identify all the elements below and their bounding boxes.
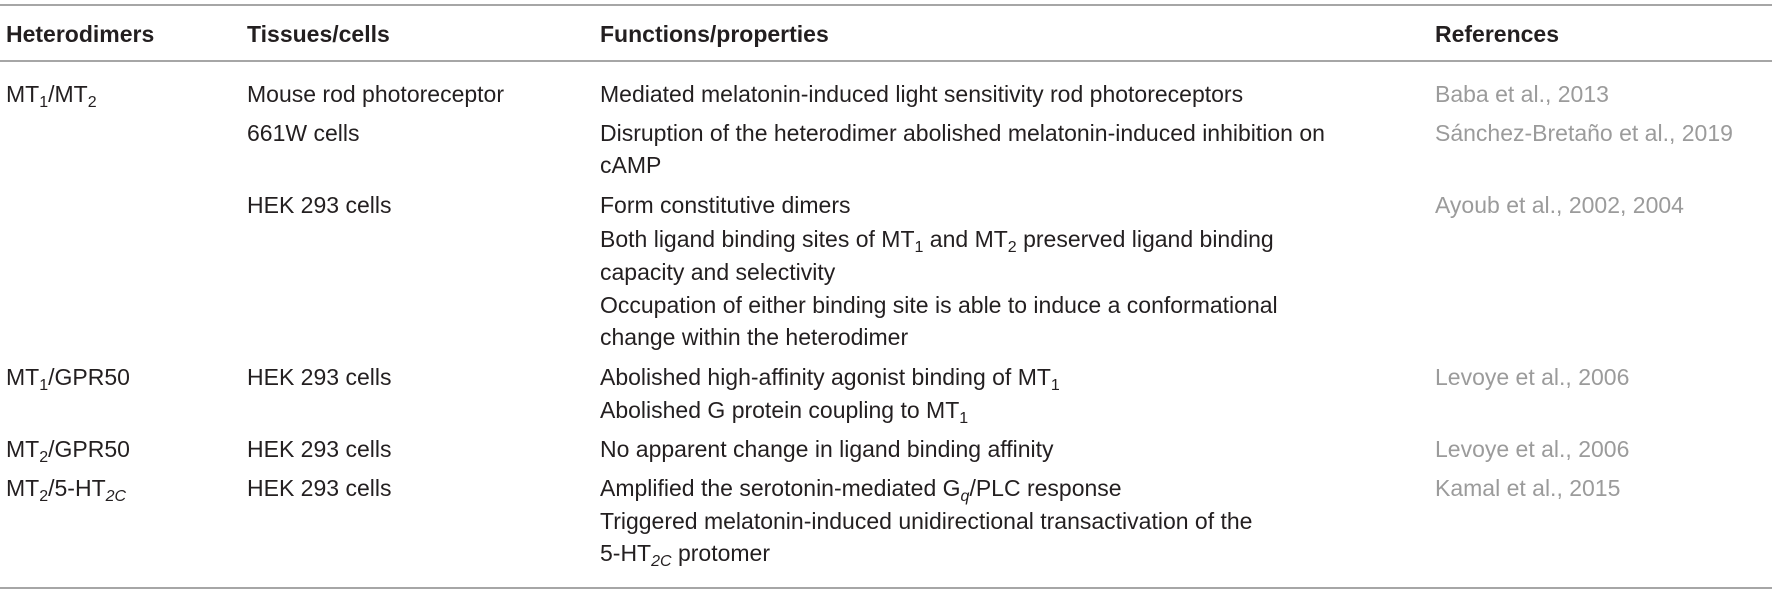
header-heterodimers: Heterodimers <box>6 21 155 47</box>
reference-cell: Kamal et al., 2015 <box>1435 475 1621 501</box>
function-line: Both ligand binding sites of $MT_1$ and $MT_2$ preserved ligand binding <box>600 226 1274 256</box>
function-line: change within the heterodimer <box>600 324 909 350</box>
header-tissues-cells: Tissues/cells <box>247 21 390 47</box>
function-line: Disruption of the heterodimer abolished melatonin-induced inhibition on <box>600 120 1325 146</box>
table-bottom-rule <box>0 587 1772 589</box>
function-line: $5-HT_{2C}$ protomer <box>600 540 771 570</box>
heterodimer-mt1-mt2: $MT_1/MT_2$ <box>6 81 97 111</box>
header-functions-properties: Functions/properties <box>600 21 829 47</box>
heterodimer-mt2-gpr50: $MT_2/GPR50$ <box>6 436 130 466</box>
heterodimer-mt2-5ht2c: $MT_2/5-HT_{2C}$ <box>6 475 127 505</box>
tissue-cell: HEK 293 cells <box>247 192 392 218</box>
table-header-rule <box>0 60 1772 62</box>
reference-cell: Sánchez-Bretaño et al., 2019 <box>1435 120 1733 146</box>
function-line: No apparent change in ligand binding affinity <box>600 436 1054 462</box>
reference-cell: Levoye et al., 2006 <box>1435 436 1630 462</box>
tissue-cell: HEK 293 cells <box>247 475 392 501</box>
reference-cell: Baba et al., 2013 <box>1435 81 1609 107</box>
function-line: Occupation of either binding site is able to induce a conformational <box>600 292 1278 318</box>
header-references: References <box>1435 21 1560 47</box>
tissue-cell: HEK 293 cells <box>247 364 392 390</box>
table-top-rule <box>0 4 1772 6</box>
tissue-cell: HEK 293 cells <box>247 436 392 462</box>
reference-cell: Ayoub et al., 2002, 2004 <box>1435 192 1684 218</box>
function-line: Mediated melatonin-induced light sensitivity rod photoreceptors <box>600 81 1244 107</box>
function-line: Abolished high-affinity agonist binding of $MT_1$ <box>600 364 1060 394</box>
function-line: Triggered melatonin-induced unidirectional transactivation of the <box>600 508 1253 534</box>
tissue-cell: 661W cells <box>247 120 360 146</box>
function-line: Form constitutive dimers <box>600 192 851 218</box>
function-line: capacity and selectivity <box>600 259 836 285</box>
function-line: cAMP <box>600 152 662 178</box>
reference-cell: Levoye et al., 2006 <box>1435 364 1630 390</box>
function-line: Abolished G protein coupling to $MT_1$ <box>600 397 969 427</box>
function-line: Amplified the serotonin-mediated $G_q$/PLC response <box>600 475 1122 505</box>
tissue-cell: Mouse rod photoreceptor <box>247 81 504 107</box>
heterodimer-mt1-gpr50: $MT_1/GPR50$ <box>6 364 130 394</box>
